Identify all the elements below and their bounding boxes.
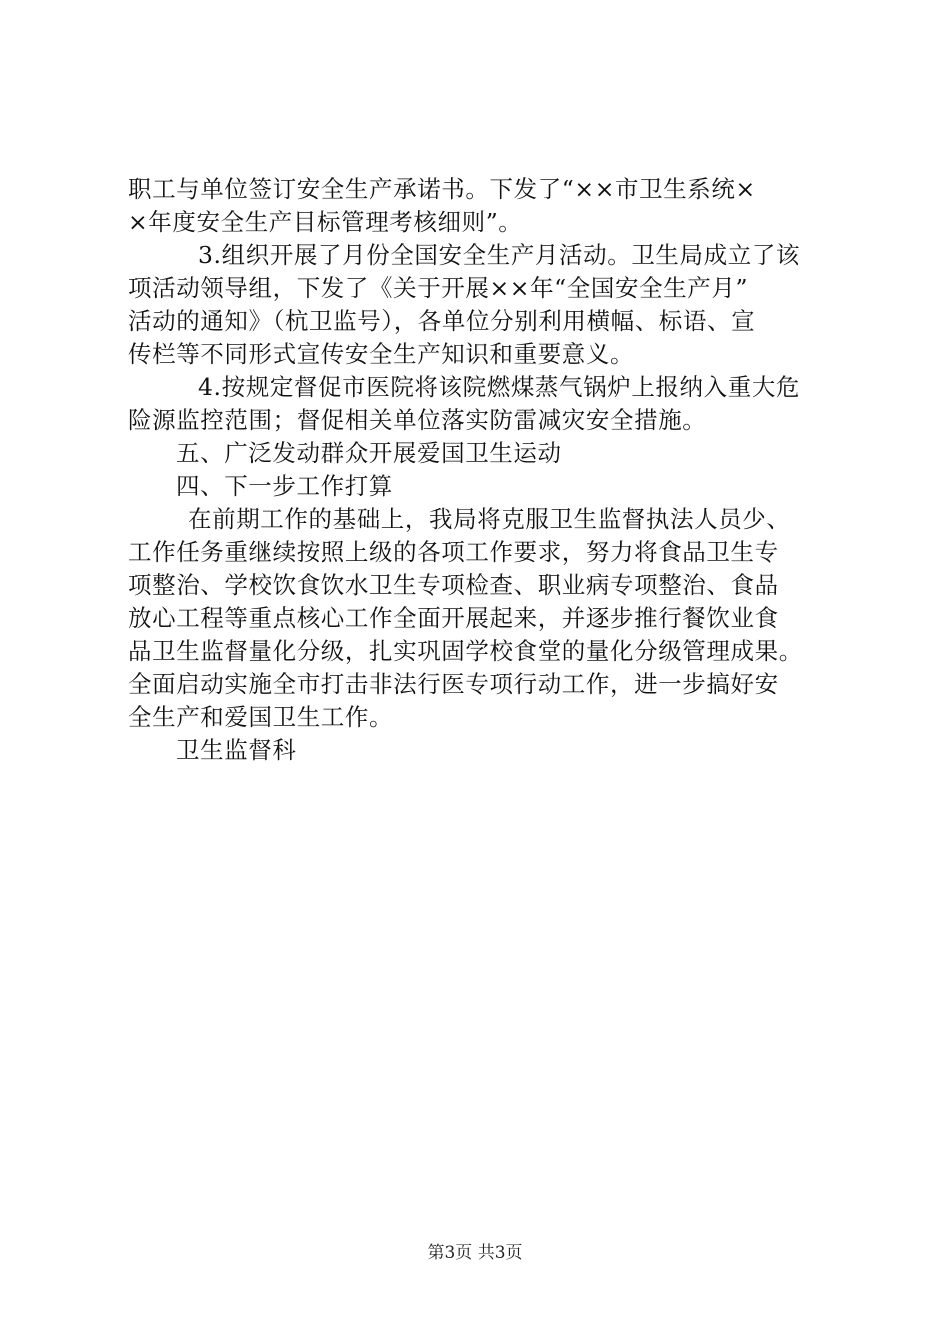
item-4-heading: 4.按规定督促市医院将该院燃煤蒸气锅炉上报纳入重大危 [198, 373, 801, 401]
paragraph-start: 在前期工作的基础上，我局将克服卫生监督执法人员少、 [188, 505, 791, 533]
body-line: 传栏等不同形式宣传安全生产知识和重要意义。 [128, 340, 635, 368]
document-body [128, 173, 838, 767]
body-line: 活动的通知》（杭卫监号），各单位分别利用横幅、标语、宣 [128, 307, 756, 335]
body-line: 项整治、学校饮食饮水卫生专项检查、职业病专项整治、食品 [128, 571, 779, 599]
body-line: 全面启动实施全市打击非法行医专项行动工作，进一步搞好安 [128, 670, 779, 698]
signature-department: 卫生监督科 [176, 736, 297, 764]
body-line: 放心工程等重点核心工作全面开展起来，并逐步推行餐饮业食 [128, 604, 779, 632]
item-3-heading: 3.组织开展了月份全国安全生产月活动。卫生局成立了该 [198, 241, 801, 269]
page-number-footer: 第3页 共3页 [427, 1243, 523, 1263]
body-line: 品卫生监督量化分级，扎实巩固学校食堂的量化分级管理成果。 [128, 637, 803, 665]
body-line: 全生产和爱国卫生工作。 [128, 703, 394, 731]
body-line: 工作任务重继续按照上级的各项工作要求，努力将食品卫生专 [128, 538, 779, 566]
body-line: 项活动领导组，下发了《关于开展××年“全国安全生产月” [128, 274, 749, 302]
section-4-heading: 四、下一步工作打算 [176, 472, 393, 500]
body-line: 险源监控范围；督促相关单位落实防雷减灾安全措施。 [128, 406, 707, 434]
section-5-heading: 五、广泛发动群众开展爱国卫生运动 [176, 439, 562, 467]
body-line: 职工与单位签订安全生产承诺书。下发了“××市卫生系统× [128, 175, 756, 203]
body-line: ×年度安全生产目标管理考核细则”。 [128, 208, 523, 236]
